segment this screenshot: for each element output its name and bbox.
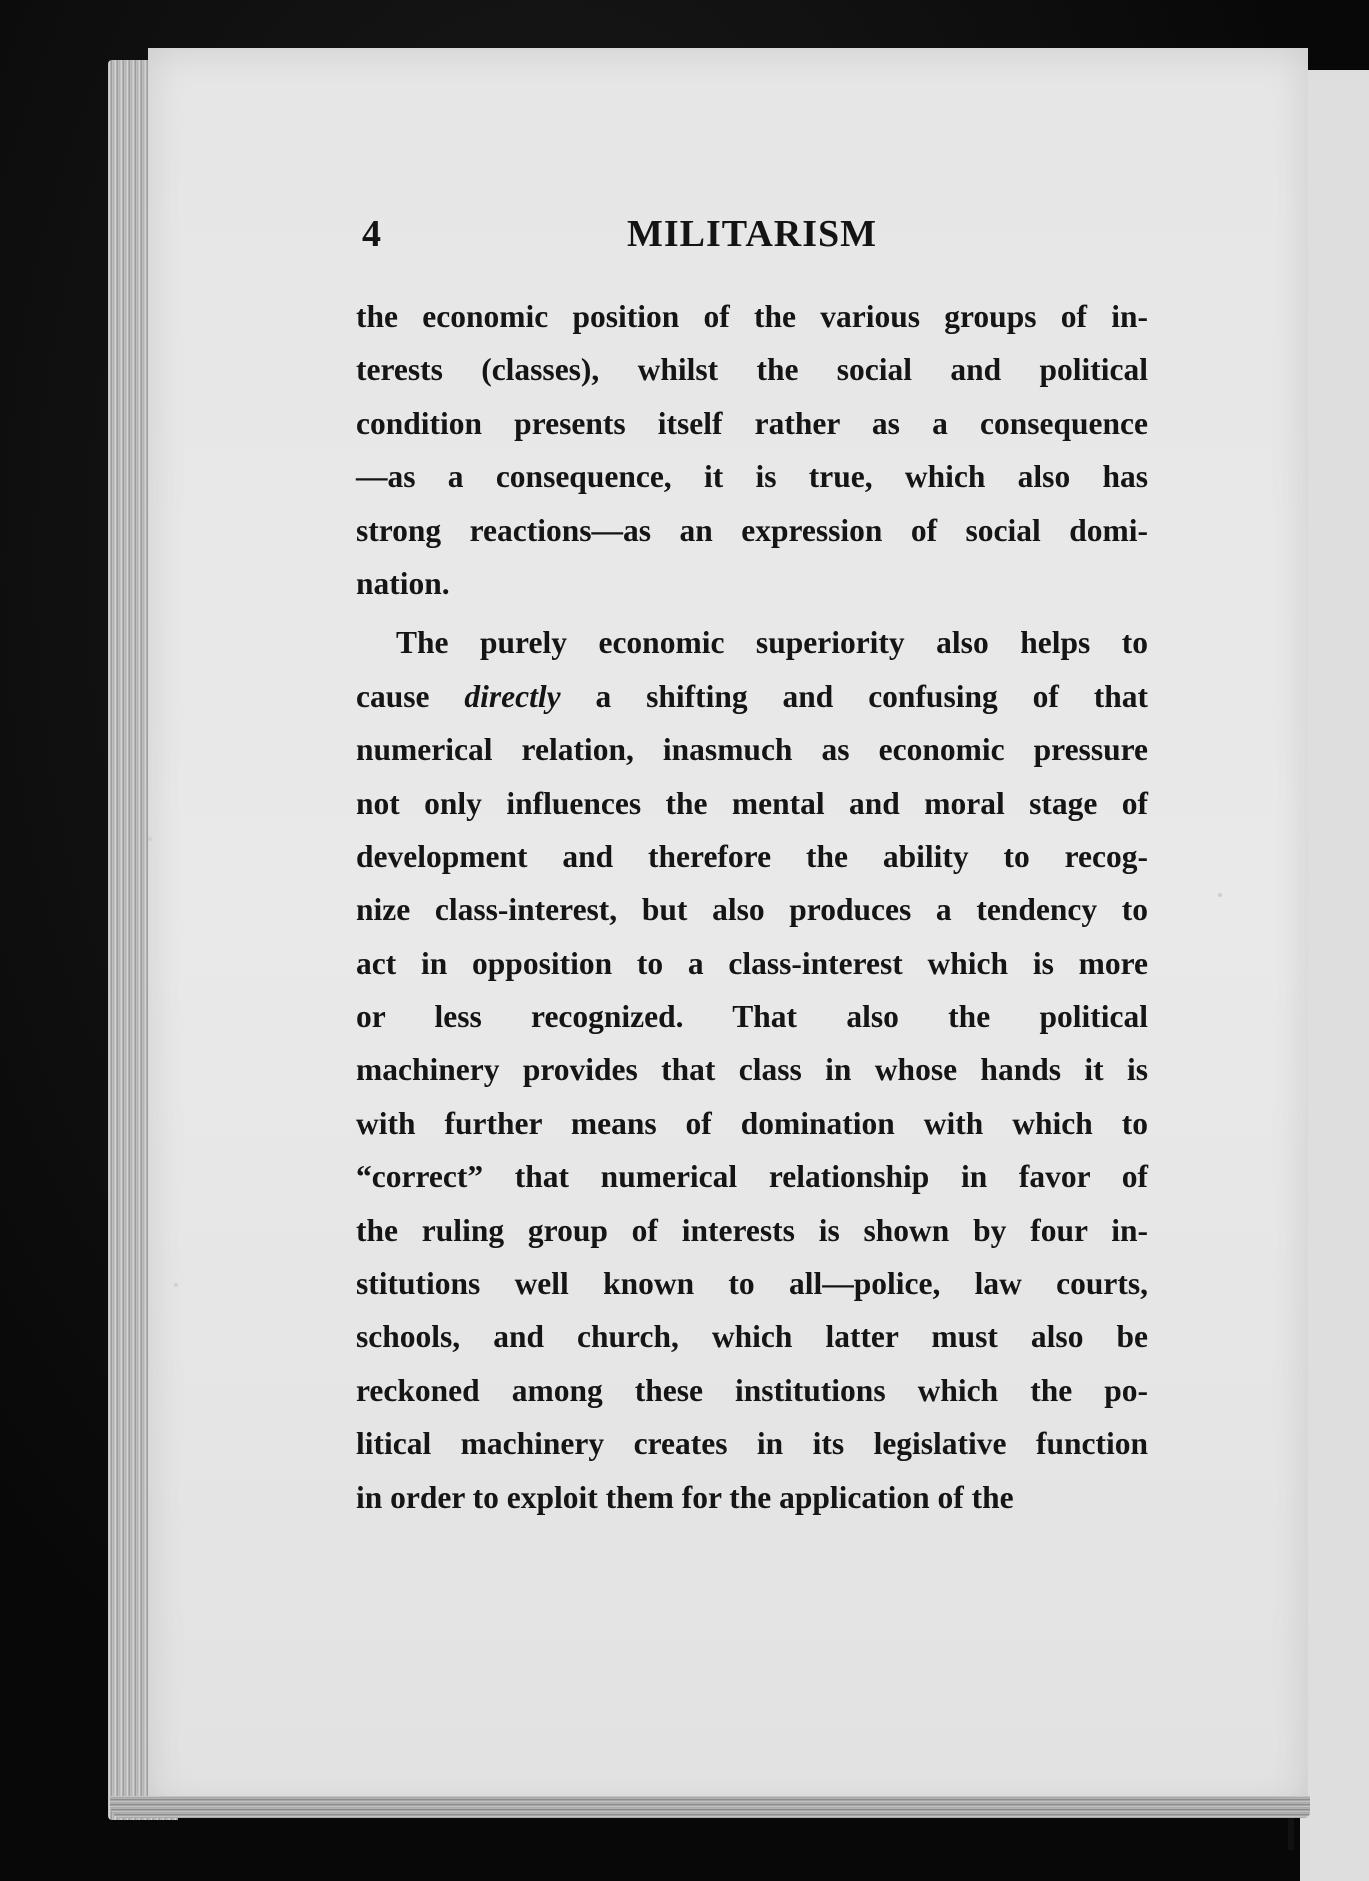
text-line: act in opposition to a class-interest which is more: [356, 945, 1148, 981]
page-number: 4: [362, 213, 381, 255]
text-line: nation.: [356, 565, 450, 601]
emphasized-word: directly: [464, 678, 561, 714]
text-line: schools, and church, which latter must also be: [356, 1319, 1148, 1355]
text-line: not only influences the mental and moral stage of: [356, 785, 1148, 821]
text-line: “correct” that numerical relationship in favor of: [356, 1159, 1148, 1195]
text-line: —as a consequence, it is true, which also has: [356, 459, 1148, 495]
scan-speck: [148, 837, 152, 841]
running-title: MILITARISM: [627, 213, 877, 255]
text-line: terests (classes), whilst the social and political: [356, 352, 1148, 388]
scan-speck: [1218, 893, 1222, 897]
text-line: reckoned among these institutions which the po-: [356, 1372, 1148, 1408]
text-line: in order to exploit them for the application of the: [356, 1479, 1014, 1515]
text-line: strong reactions—as an expression of social domi-: [356, 512, 1148, 548]
body-text: [356, 290, 1148, 1524]
text-line: or less recognized. That also the political: [356, 999, 1148, 1035]
text-line: machinery provides that class in whose hands it is: [356, 1052, 1148, 1088]
text-line: stitutions well known to all—police, law courts,: [356, 1266, 1148, 1302]
paragraph: [356, 616, 1148, 1524]
text-line: cause directly a shifting and confusing of that: [356, 678, 1148, 714]
text-line: with further means of domination with which to: [356, 1105, 1148, 1141]
text-line: condition presents itself rather as a consequence: [356, 405, 1148, 441]
paragraph: [356, 290, 1148, 610]
text-line: development and therefore the ability to recog-: [356, 838, 1148, 874]
scan-speck: [174, 1283, 178, 1287]
page-header: [362, 212, 1142, 272]
text-line: litical machinery creates in its legislative function: [356, 1426, 1148, 1462]
text-line: numerical relation, inasmuch as economic pressure: [356, 732, 1148, 768]
adjacent-page: [1300, 70, 1369, 1881]
text-line: the ruling group of interests is shown by four in-: [356, 1212, 1148, 1248]
text-line: the economic position of the various groups of in-: [356, 299, 1148, 334]
page-bottom-edge: [110, 1796, 1310, 1818]
text-line: nize class-interest, but also produces a tendency to: [356, 892, 1148, 928]
text-line: The purely economic superiority also helps to: [396, 625, 1148, 661]
